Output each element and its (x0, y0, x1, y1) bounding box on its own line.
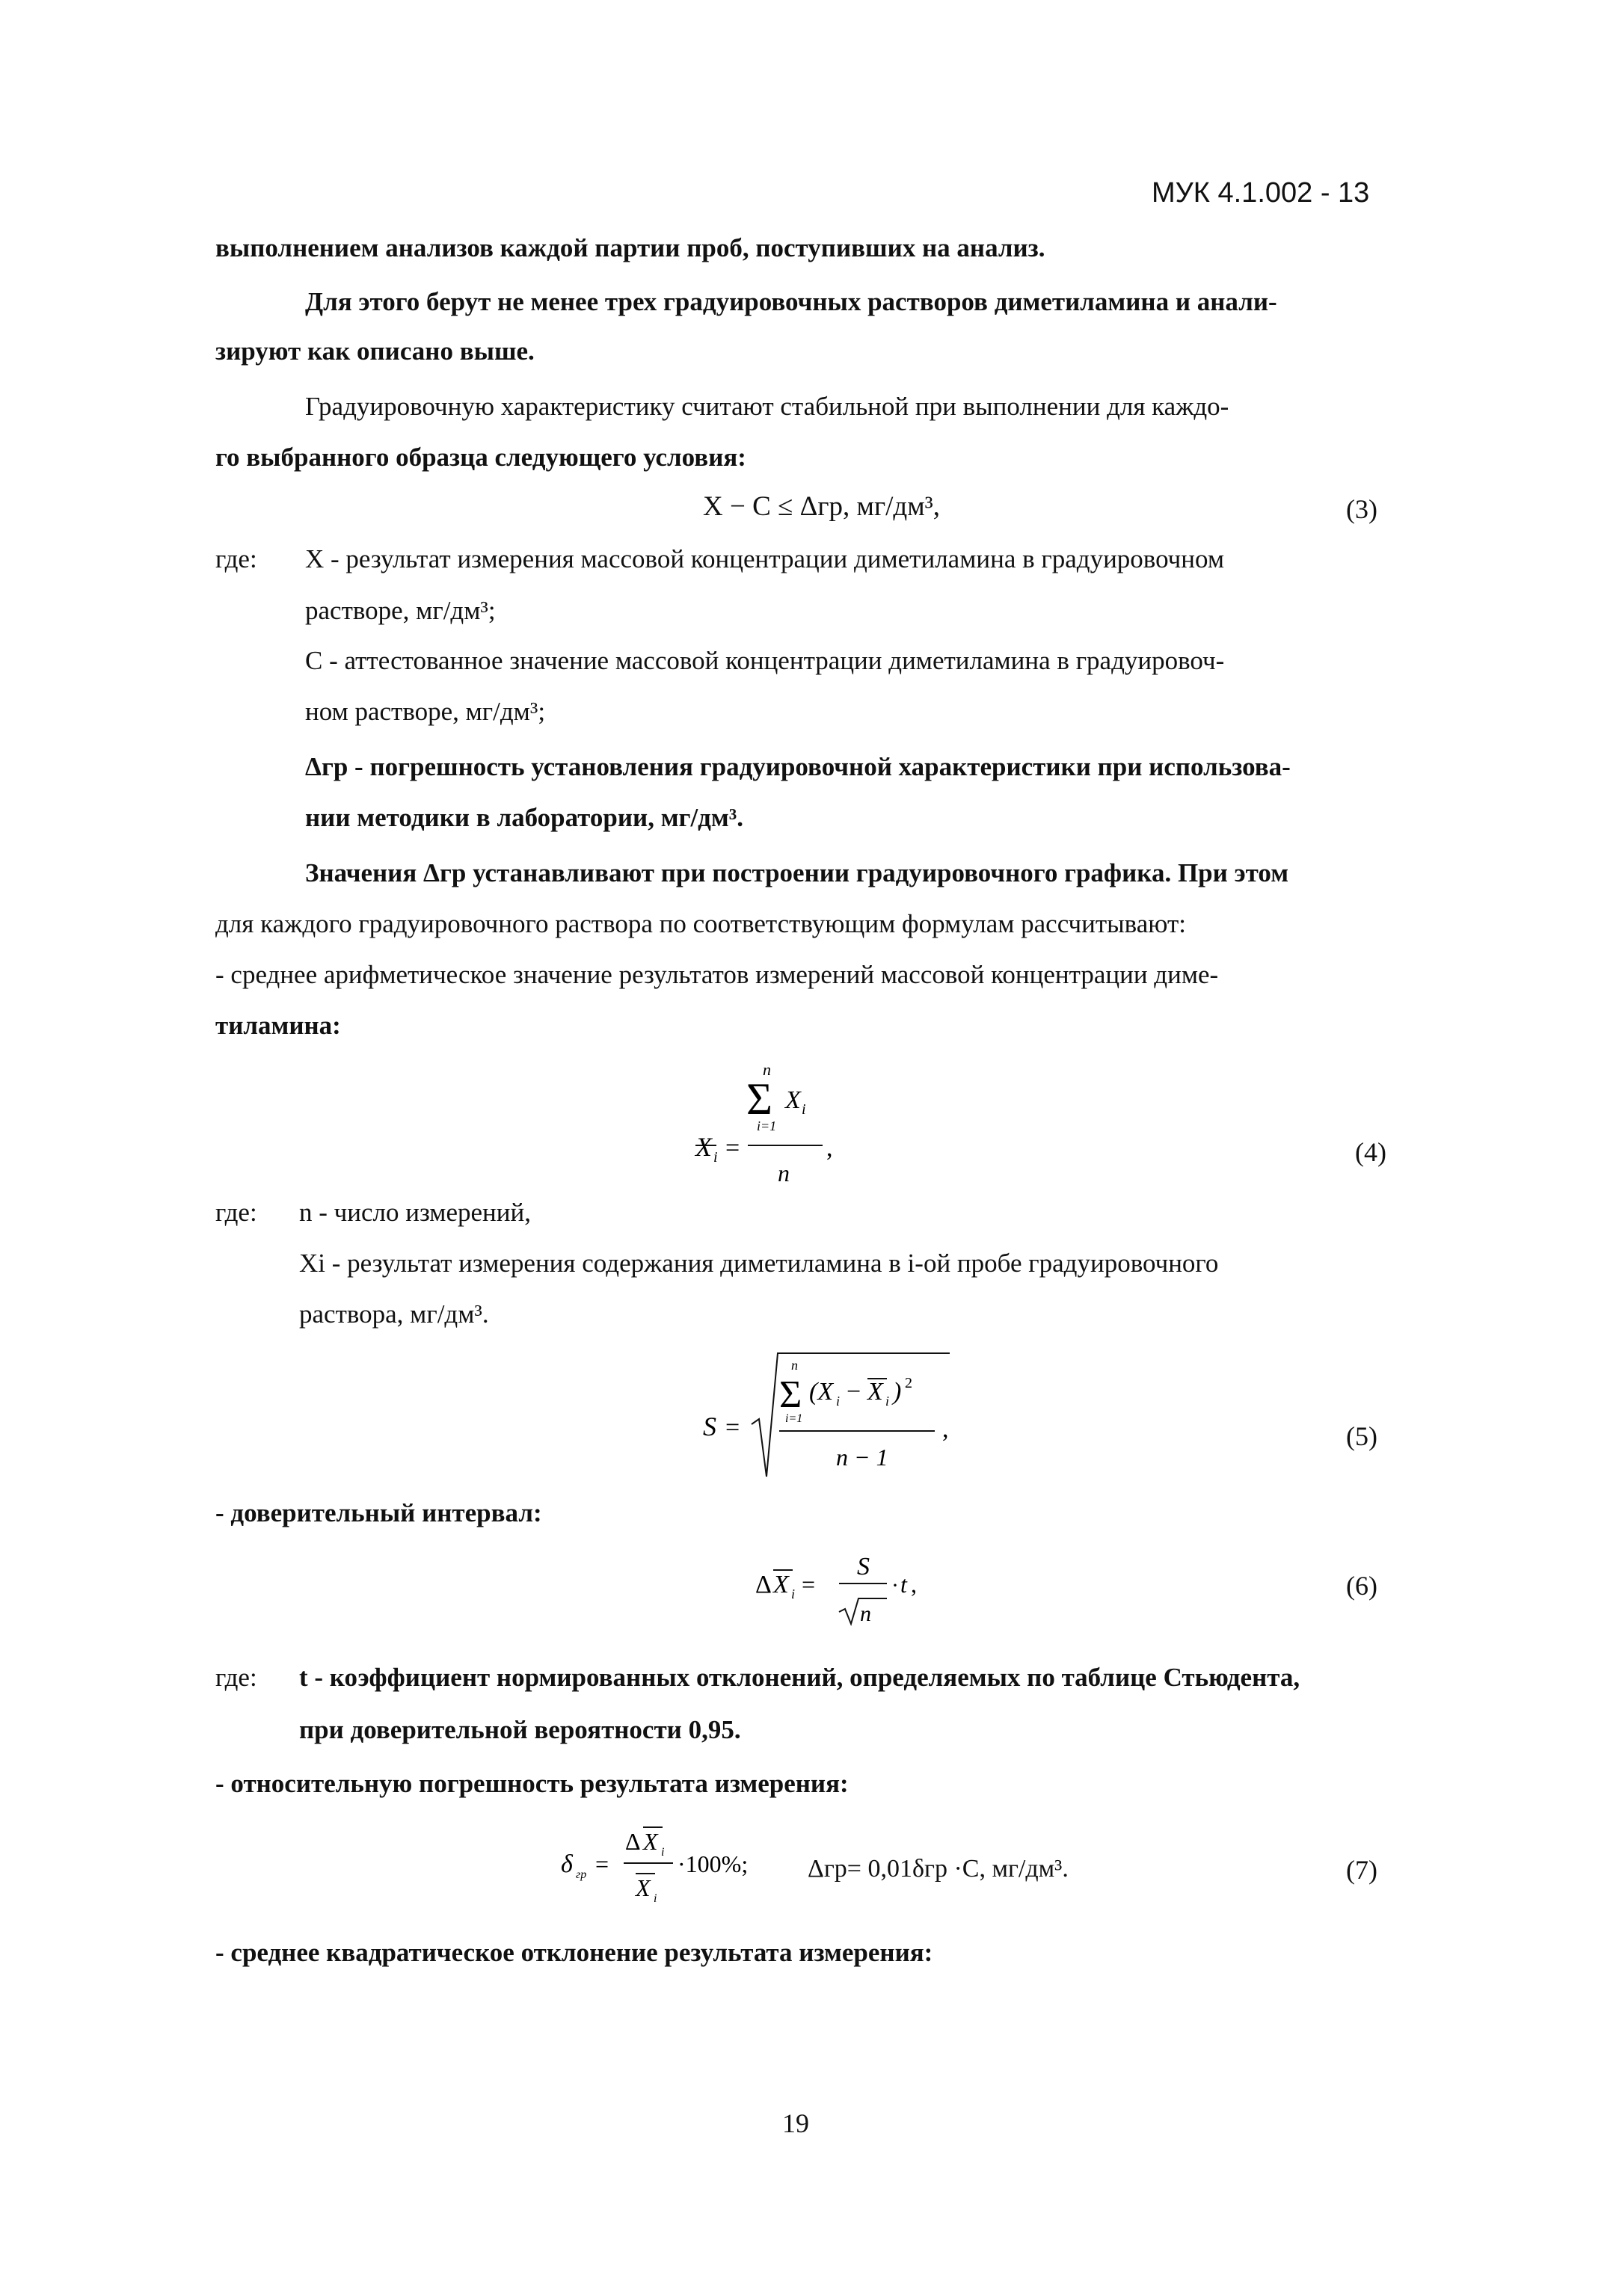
svg-text:X: X (695, 1132, 712, 1162)
svg-text:i: i (802, 1101, 806, 1118)
doc-code: МУК 4.1.002 - 13 (1152, 177, 1370, 209)
svg-text:i: i (885, 1394, 890, 1409)
svg-text:(X: (X (809, 1378, 834, 1406)
paragraph-line: - доверительный интервал: (215, 1498, 542, 1527)
svg-text:n: n (763, 1062, 771, 1079)
svg-text:гр: гр (576, 1868, 587, 1881)
where-label: где: (215, 1663, 257, 1692)
definition-line: ном растворе, мг/дм³; (305, 697, 546, 726)
paragraph-line: Для этого берут не менее трех градуировочных растворов диметиламина и анали- (305, 287, 1277, 316)
definition-line: раствора, мг/дм³. (299, 1299, 489, 1329)
paragraph-line: для каждого градуировочного раствора по соответствующим формулам рассчитывают: (215, 909, 1186, 938)
svg-text:δ: δ (561, 1850, 573, 1878)
where-label: где: (215, 1198, 257, 1227)
equation-4 (673, 1062, 942, 1189)
definition-line: Δгр - погрешность установления градуировочной характеристики при использова- (305, 752, 1291, 781)
equation-number: (4) (1355, 1137, 1386, 1167)
svg-text:X: X (773, 1571, 789, 1598)
svg-text:Δ: Δ (755, 1571, 772, 1598)
svg-text:X: X (636, 1874, 651, 1901)
svg-text:i: i (791, 1586, 796, 1601)
paragraph-line: - среднее арифметическое значение результатов измерений массовой концентрации диме- (215, 960, 1219, 989)
definition-line: t - коэффициент нормированных отклонений, определяемых по таблице Стьюдента, (299, 1663, 1300, 1692)
svg-text:,: , (826, 1134, 833, 1162)
definition-line: растворе, мг/дм³; (305, 596, 496, 625)
svg-text:,: , (942, 1415, 949, 1443)
paragraph-line: Значения Δгр устанавливают при построении градуировочного графика. При этом (305, 858, 1289, 887)
svg-text:X: X (643, 1828, 658, 1855)
svg-text:i=1: i=1 (785, 1412, 803, 1425)
definition-line: n - число измерений, (299, 1198, 531, 1227)
svg-text:·: · (891, 1573, 899, 1598)
svg-text:i=1: i=1 (757, 1118, 777, 1133)
equation-7-text: Δгр= 0,01δгр ·C, мг/дм³. (808, 1855, 1069, 1883)
svg-text:n: n (791, 1358, 798, 1373)
svg-text:=: = (725, 1414, 740, 1441)
svg-text:Δ: Δ (625, 1828, 641, 1855)
definition-line: C - аттестованное значение массовой концентрации диметиламина в градуировоч- (305, 646, 1225, 675)
definition-line: нии методики в лаборатории, мг/дм³. (305, 803, 743, 832)
svg-text:t: t (900, 1571, 907, 1598)
svg-text:i: i (654, 1892, 657, 1905)
equation-number: (5) (1346, 1421, 1377, 1451)
definition-line: X - результат измерения массовой концентрации диметиламина в градуировочном (305, 544, 1224, 573)
svg-text:S: S (703, 1412, 716, 1441)
paragraph-line: зируют как описано выше. (215, 336, 535, 366)
svg-text:Σ: Σ (746, 1074, 772, 1124)
equation-5 (688, 1338, 1002, 1488)
paragraph-line: - среднее квадратическое отклонение результата измерения: (215, 1938, 933, 1967)
paragraph-line: тиламина: (215, 1011, 341, 1040)
definition-line: Xi - результат измерения содержания диметиламина в i-ой пробе градуировочного (299, 1249, 1219, 1278)
equation-3: X − C ≤ Δгр, мг/дм³, (703, 491, 940, 522)
svg-text:,: , (911, 1571, 917, 1598)
svg-text:−: − (847, 1378, 861, 1406)
svg-text:=: = (802, 1571, 816, 1598)
svg-text:·100%;: ·100%; (678, 1850, 749, 1877)
svg-text:2: 2 (905, 1375, 912, 1391)
definition-line: при доверительной вероятности 0,95. (299, 1715, 741, 1744)
svg-text:=: = (595, 1850, 609, 1877)
svg-text:=: = (725, 1134, 740, 1162)
svg-text:i: i (661, 1846, 665, 1859)
svg-text:n: n (860, 1601, 871, 1626)
svg-text:i: i (836, 1394, 841, 1409)
equation-7-fraction (553, 1809, 823, 1921)
svg-text:X: X (867, 1378, 883, 1406)
paragraph-line: го выбранного образца следующего условия: (215, 443, 746, 472)
svg-text:S: S (857, 1553, 870, 1581)
svg-text:n − 1: n − 1 (836, 1444, 888, 1471)
paragraph-line: - относительную погрешность результата измерения: (215, 1769, 849, 1798)
svg-text:Σ: Σ (779, 1373, 802, 1416)
equation-number: (7) (1346, 1855, 1377, 1885)
paragraph-line: выполнением анализов каждой партии проб, поступивших на анализ. (215, 233, 1045, 262)
svg-text:X: X (785, 1086, 801, 1114)
svg-text:n: n (778, 1160, 790, 1187)
svg-text:i: i (713, 1149, 718, 1166)
where-label: где: (215, 544, 257, 573)
page-number: 19 (782, 2108, 809, 2138)
paragraph-line: Градуировочную характеристику считают стабильной при выполнении для каждо- (305, 392, 1229, 421)
svg-text:): ) (893, 1378, 902, 1406)
equation-number: (3) (1346, 494, 1377, 524)
equation-6 (748, 1540, 972, 1637)
equation-number: (6) (1346, 1571, 1377, 1601)
